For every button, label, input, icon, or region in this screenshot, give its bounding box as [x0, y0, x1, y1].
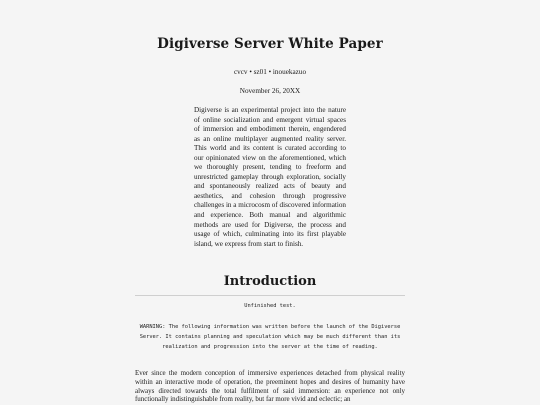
introduction-paragraph: Ever since the modern conception of immersive experiences detached from physical reality within an interactive mode of operation, the preeminent hopes and desires of humanity have always directed towards the total fulfilment of said immersion: an experience not only functionally indistinguishable from reality, but far more vivid and eclectic; an	[135, 369, 405, 404]
abstract-text: Digiverse is an experimental project into the nature of online socialization and emergent virtual spaces of immersion and embodiment therein, engendered as an online multiplayer augmented reality server. This world and its content is curated according to our opinionated view on the aforementioned, which we thoroughly present, tending to freeform and unrestricted gameplay through exploration, socially and spontaneously realized acts of beauty and aesthetics, and cohesion through progressive challenges in a microcosm of discovered information and experience. Both manual and algorithmic methods are used for Digiverse, the process and usage of which, culminating into its first playable island, we express from start to finish.	[194, 106, 346, 248]
introduction-heading: Introduction	[223, 274, 317, 289]
warning-notice: WARNING: The following information was written before the launch of the Digiverse Server. It contains planning and speculation which may be much different than its realization and progression into the server at the time of reading.	[139, 324, 401, 350]
unfinished-note: Unfinished test.	[244, 303, 296, 309]
section-divider	[135, 295, 405, 296]
page-title: Digiverse Server White Paper	[157, 36, 383, 52]
publication-date: November 26, 20XX	[239, 87, 301, 95]
author-list: cvcv • sz01 • inouekazuo	[233, 68, 307, 76]
